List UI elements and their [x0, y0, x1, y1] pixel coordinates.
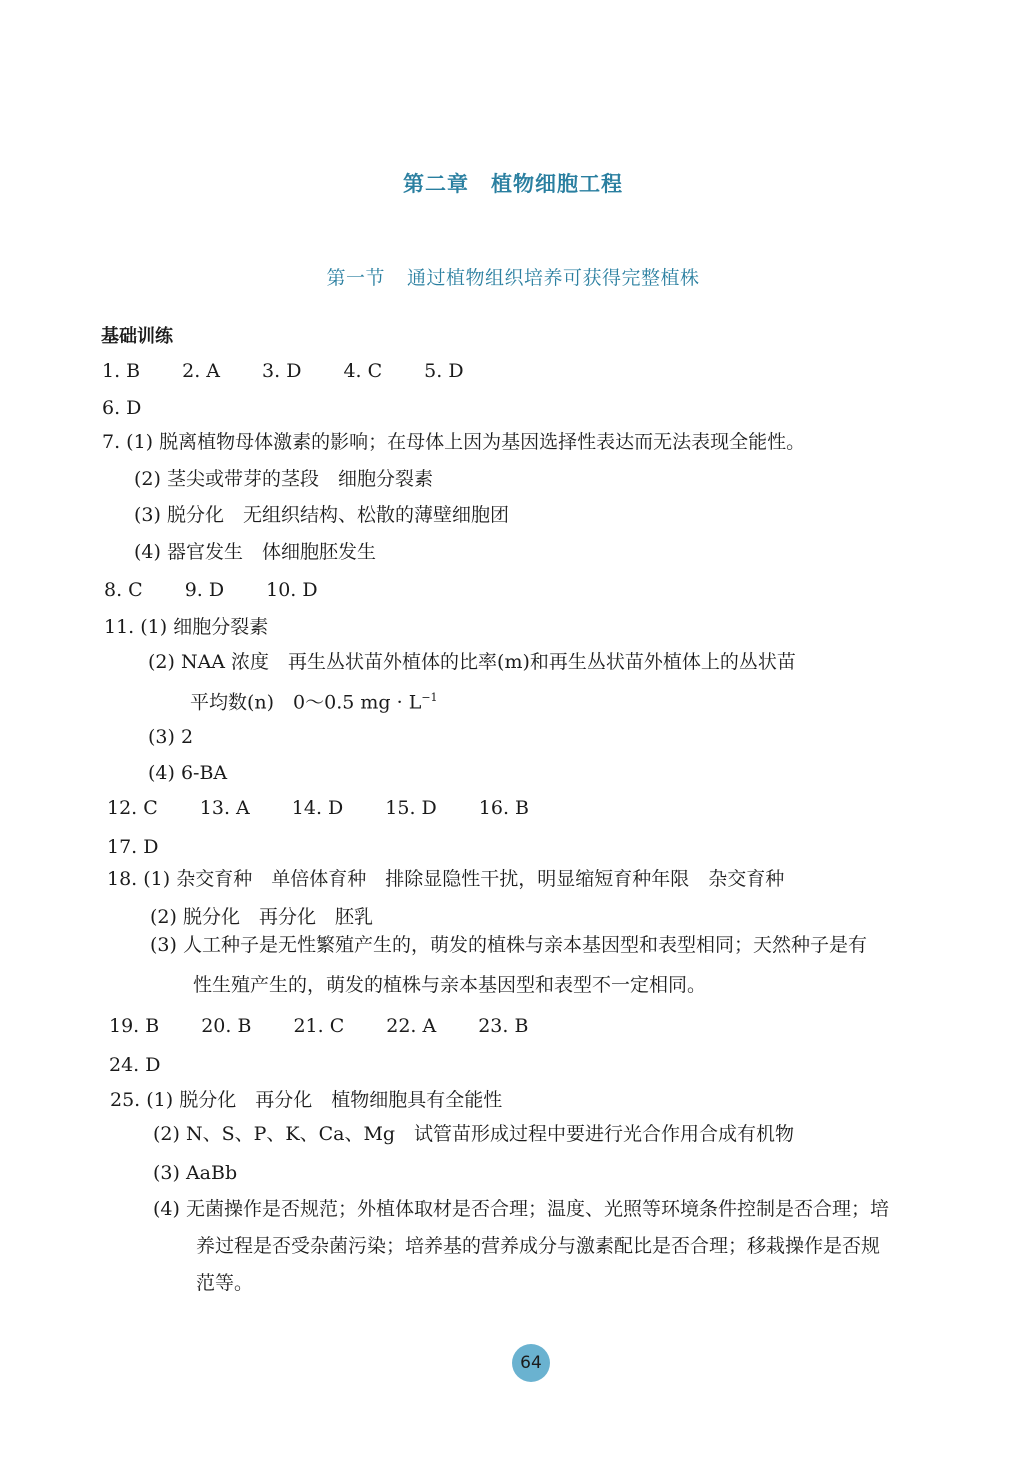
answer-row-8-10 — [104, 578, 318, 602]
answer-25-1: 25. (1) 脱分化 再分化 植物细胞具有全能性 — [110, 1089, 503, 1111]
answer-19: 19. B — [109, 1015, 160, 1037]
answer-7-3: (3) 脱分化 无组织结构、松散的薄壁细胞团 — [134, 504, 509, 526]
answer-20: 20. B — [201, 1015, 252, 1037]
answer-21: 21. C — [293, 1015, 345, 1037]
answer-25-2: (2) N、S、P、K、Ca、Mg 试管苗形成过程中要进行光合作用合成有机物 — [153, 1123, 795, 1145]
answer-11-2: (2) NAA 浓度 再生丛状苗外植体的比率(m)和再生丛状苗外植体上的丛状苗 — [148, 651, 796, 673]
answer-18-1: 18. (1) 杂交育种 单倍体育种 排除显隐性干扰，明显缩短育种年限 杂交育种 — [107, 868, 785, 890]
answer-25-3: (3) AaBb — [153, 1162, 238, 1184]
answer-row-12-16 — [107, 796, 529, 820]
answer-11-4: (4) 6-BA — [148, 762, 228, 784]
answer-25-4-continued: 养过程是否受杂菌污染；培养基的营养成分与激素配比是否合理；移栽操作是否规 — [196, 1235, 881, 1257]
answer-7-1: 7. (1) 脱离植物母体激素的影响；在母体上因为基因选择性表达而无法表现全能性。 — [102, 431, 806, 453]
chapter-title: 第二章 植物细胞工程 — [403, 172, 623, 196]
answer-18-3-continued: 性生殖产生的，萌发的植株与亲本基因型和表型不一定相同。 — [193, 974, 707, 996]
answer-11-2-continued — [190, 686, 438, 714]
section-title — [0, 263, 1026, 290]
answer-25-4-continued-2: 范等。 — [196, 1272, 254, 1294]
answer-13: 13. A — [199, 797, 250, 819]
answer-row-1-5 — [102, 359, 464, 383]
answer-11-3: (3) 2 — [148, 726, 194, 748]
answer-2: 2. A — [182, 360, 221, 382]
answer-14: 14. D — [291, 797, 344, 819]
answer-25-4: (4) 无菌操作是否规范；外植体取材是否合理；温度、光照等环境条件控制是否合理；培 — [153, 1198, 889, 1220]
answer-11-1: 11. (1) 细胞分裂素 — [104, 616, 269, 638]
page-number-badge: 64 — [512, 1344, 550, 1382]
answer-12: 12. C — [107, 797, 158, 819]
answer-8: 8. C — [104, 579, 143, 601]
section-number: 第一节 — [326, 267, 385, 289]
answer-18-3: (3) 人工种子是无性繁殖产生的，萌发的植株与亲本基因型和表型相同；天然种子是有 — [150, 934, 867, 956]
answer-10: 10. D — [266, 579, 318, 601]
answer-23: 23. B — [478, 1015, 529, 1037]
answer-15: 15. D — [385, 797, 437, 819]
subsection-heading: 基础训练 — [101, 326, 173, 347]
answer-1: 1. B — [102, 360, 141, 382]
answer-24: 24. D — [109, 1054, 161, 1076]
answer-7-2: (2) 茎尖或带芽的茎段 细胞分裂素 — [134, 468, 433, 490]
answer-4: 4. C — [343, 360, 383, 382]
answer-3: 3. D — [262, 360, 302, 382]
answer-16: 16. B — [478, 797, 529, 819]
answer-6: 6. D — [102, 397, 142, 419]
answer-11-2-continued-text: 平均数(n) 0～0.5 mg · L — [190, 691, 422, 714]
answer-17: 17. D — [107, 836, 159, 858]
answer-7-4: (4) 器官发生 体细胞胚发生 — [134, 541, 376, 563]
section-name: 通过植物组织培养可获得完整植株 — [407, 267, 700, 289]
answer-22: 22. A — [386, 1015, 437, 1037]
answer-9: 9. D — [184, 579, 225, 601]
answer-18-2: (2) 脱分化 再分化 胚乳 — [150, 906, 373, 928]
answer-5: 5. D — [424, 360, 464, 382]
answer-row-19-23 — [109, 1014, 528, 1038]
unit-exponent: −1 — [421, 691, 438, 704]
